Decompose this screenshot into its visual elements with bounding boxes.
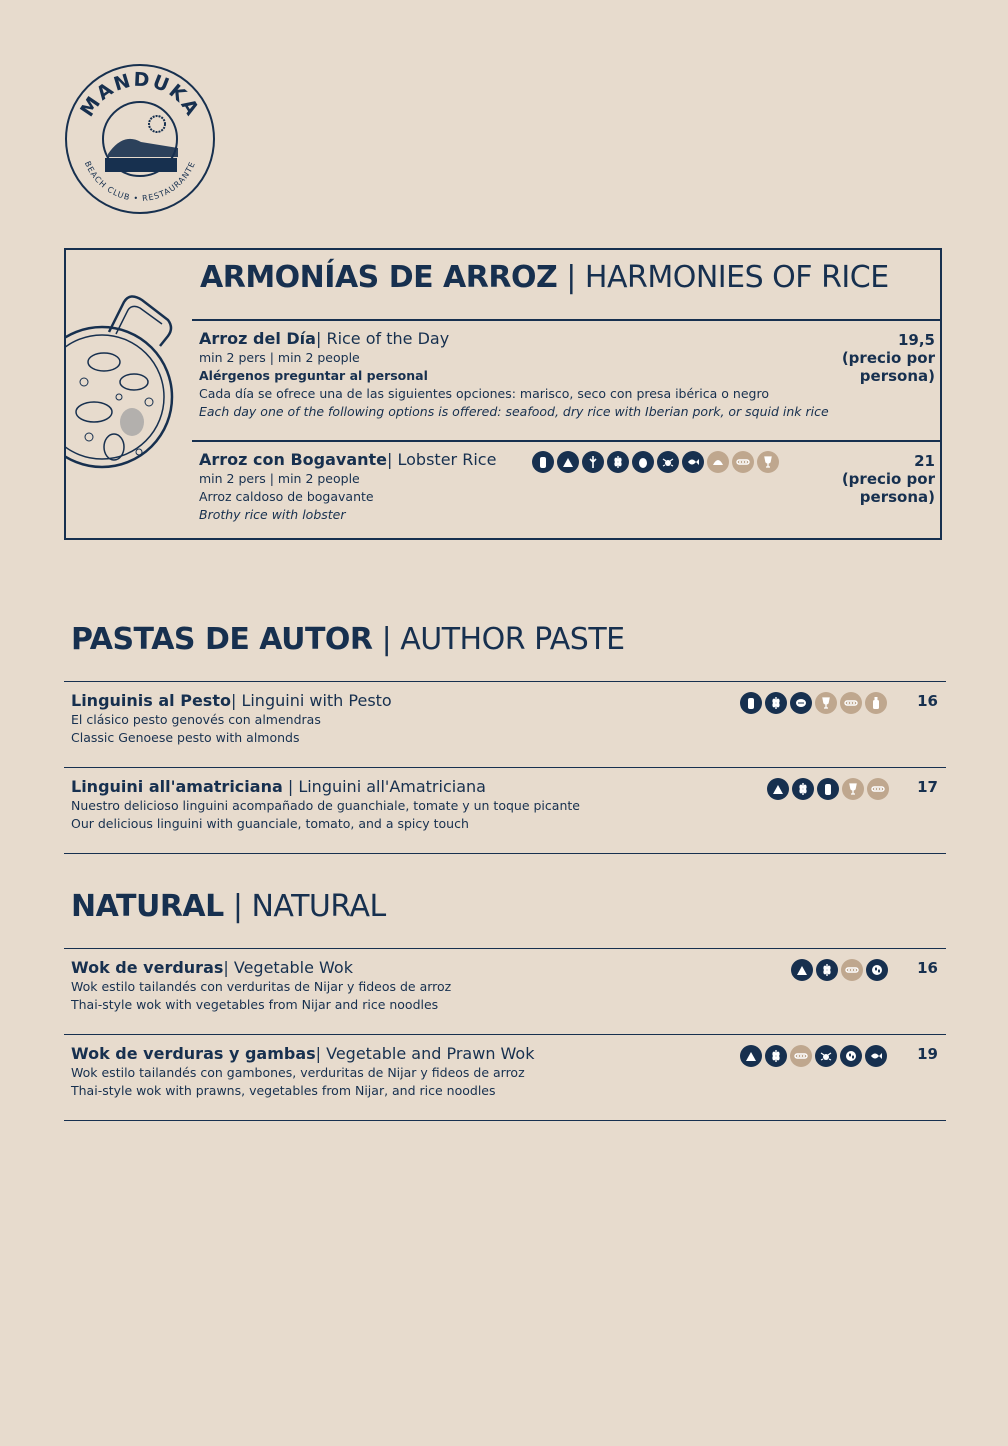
natural-title-en: | NATURAL [232, 889, 386, 924]
item-name-en: | Lobster Rice [387, 450, 497, 469]
mollusc-icon [707, 451, 729, 473]
item-name-en: | Vegetable Wok [223, 958, 353, 977]
paella-pan-illustration [64, 272, 184, 522]
divider [64, 681, 946, 682]
gluten-icon [607, 451, 629, 473]
item-price: 16 [917, 959, 938, 977]
milk-icon [532, 451, 554, 473]
nuts-icon [790, 692, 812, 714]
svg-text:MANDUKA: MANDUKA [76, 68, 204, 121]
allergen-icons [740, 1045, 887, 1067]
crustacean-icon [815, 1045, 837, 1067]
soy-icon [841, 959, 863, 981]
milk-icon [740, 692, 762, 714]
fish-icon [682, 451, 704, 473]
soy-icon [790, 1045, 812, 1067]
item-name-es: Linguini all'amatriciana [71, 777, 283, 796]
divider [64, 767, 946, 768]
celery-icon [582, 451, 604, 473]
item-desc-en: Thai-style wok with prawns, vegetables from Nijar, and rice noodles [71, 1083, 496, 1098]
item-desc-es: Cada día se ofrece una de las siguientes opciones: marisco, seco con presa ibérica o negro [199, 386, 769, 401]
wine-icon [842, 778, 864, 800]
menu-item-linguinis-al-pesto [71, 691, 392, 747]
soy-icon [732, 451, 754, 473]
rice-title-en: | HARMONIES OF RICE [566, 260, 889, 295]
natural-title-es: NATURAL [71, 889, 224, 924]
item-price: 16 [917, 692, 938, 710]
item-name-en: | Rice of the Day [315, 329, 450, 348]
gluten-icon [792, 778, 814, 800]
item-price: 19,5 (precio por persona) [841, 331, 935, 385]
item-desc-es: El clásico pesto genovés con almendras [71, 712, 321, 727]
item-name-es: Wok de verduras [71, 958, 224, 977]
natural-title [71, 889, 386, 924]
item-min: min 2 pers | min 2 people [199, 350, 360, 365]
menu-item-linguini-amatriciana [71, 777, 580, 833]
soy-icon [867, 778, 889, 800]
item-min: min 2 pers | min 2 people [199, 471, 360, 486]
item-desc-es: Wok estilo tailandés con verduritas de Nijar y fideos de arroz [71, 979, 452, 994]
crustacean-icon [657, 451, 679, 473]
item-price: 17 [917, 778, 938, 796]
item-name-en: | Linguini with Pesto [230, 691, 392, 710]
divider [64, 853, 946, 854]
sulphite-icon [791, 959, 813, 981]
divider [64, 1034, 946, 1035]
sulphite-icon [767, 778, 789, 800]
item-name-es: Arroz con Bogavante [199, 450, 388, 469]
item-desc-es: Nuestro delicioso linguini acompañado de guanchiale, tomate y un toque picante [71, 798, 580, 813]
item-allergens-note: Alérgenos preguntar al personal [199, 368, 428, 383]
allergen-icons [791, 959, 888, 981]
rice-title [200, 260, 889, 295]
item-name-en: | Linguini all'Amatriciana [282, 777, 486, 796]
divider [64, 1120, 946, 1121]
item-price: 21 (precio por persona) [841, 452, 935, 506]
pasta-title [71, 622, 625, 657]
sesame-icon [866, 959, 888, 981]
item-desc-en: Each day one of the following options is offered: seafood, dry rice with Iberian pork, or squid ink rice [199, 404, 829, 419]
fish-icon [865, 1045, 887, 1067]
menu-item-arroz-del-dia [199, 329, 829, 421]
mustard-icon [865, 692, 887, 714]
item-price: 19 [917, 1045, 938, 1063]
item-desc-en: Thai-style wok with vegetables from Nijar and rice noodles [71, 997, 439, 1012]
menu-item-wok-de-verduras [71, 958, 451, 1014]
svg-text:BEACH CLUB • RESTAURANTE: BEACH CLUB • RESTAURANTE [82, 159, 198, 204]
allergen-icons [740, 692, 887, 714]
manduka-logo [63, 62, 217, 216]
menu-item-arroz-con-bogavante [199, 450, 496, 524]
item-desc-en: Classic Genoese pesto with almonds [71, 730, 300, 745]
gluten-icon [765, 1045, 787, 1067]
wine-icon [815, 692, 837, 714]
menu-item-wok-verduras-gambas [71, 1044, 534, 1100]
item-desc-es: Wok estilo tailandés con gambones, verduritas de Nijar y fideos de arroz [71, 1065, 525, 1080]
pasta-title-en: | AUTHOR PASTE [381, 622, 625, 657]
milk-icon [817, 778, 839, 800]
item-desc-en: Brothy rice with lobster [199, 507, 346, 522]
sesame-icon [840, 1045, 862, 1067]
egg-icon [632, 451, 654, 473]
rice-title-es: ARMONÍAS DE ARROZ [200, 260, 558, 295]
allergen-icons [767, 778, 889, 800]
item-name-es: Wok de verduras y gambas [71, 1044, 316, 1063]
divider [64, 948, 946, 949]
pasta-title-es: PASTAS DE AUTOR [71, 622, 373, 657]
item-name-es: Linguinis al Pesto [71, 691, 231, 710]
item-name-en: | Vegetable and Prawn Wok [315, 1044, 535, 1063]
rice-section [64, 248, 942, 540]
item-name-es: Arroz del Día [199, 329, 316, 348]
soy-icon [840, 692, 862, 714]
gluten-icon [816, 959, 838, 981]
item-desc-es: Arroz caldoso de bogavante [199, 489, 374, 504]
allergen-icons [532, 451, 779, 473]
sulphite-icon [557, 451, 579, 473]
sulphite-icon [740, 1045, 762, 1067]
gluten-icon [765, 692, 787, 714]
divider [192, 440, 940, 442]
wine-icon [757, 451, 779, 473]
item-desc-en: Our delicious linguini with guanciale, tomato, and a spicy touch [71, 816, 469, 831]
divider [192, 319, 940, 321]
